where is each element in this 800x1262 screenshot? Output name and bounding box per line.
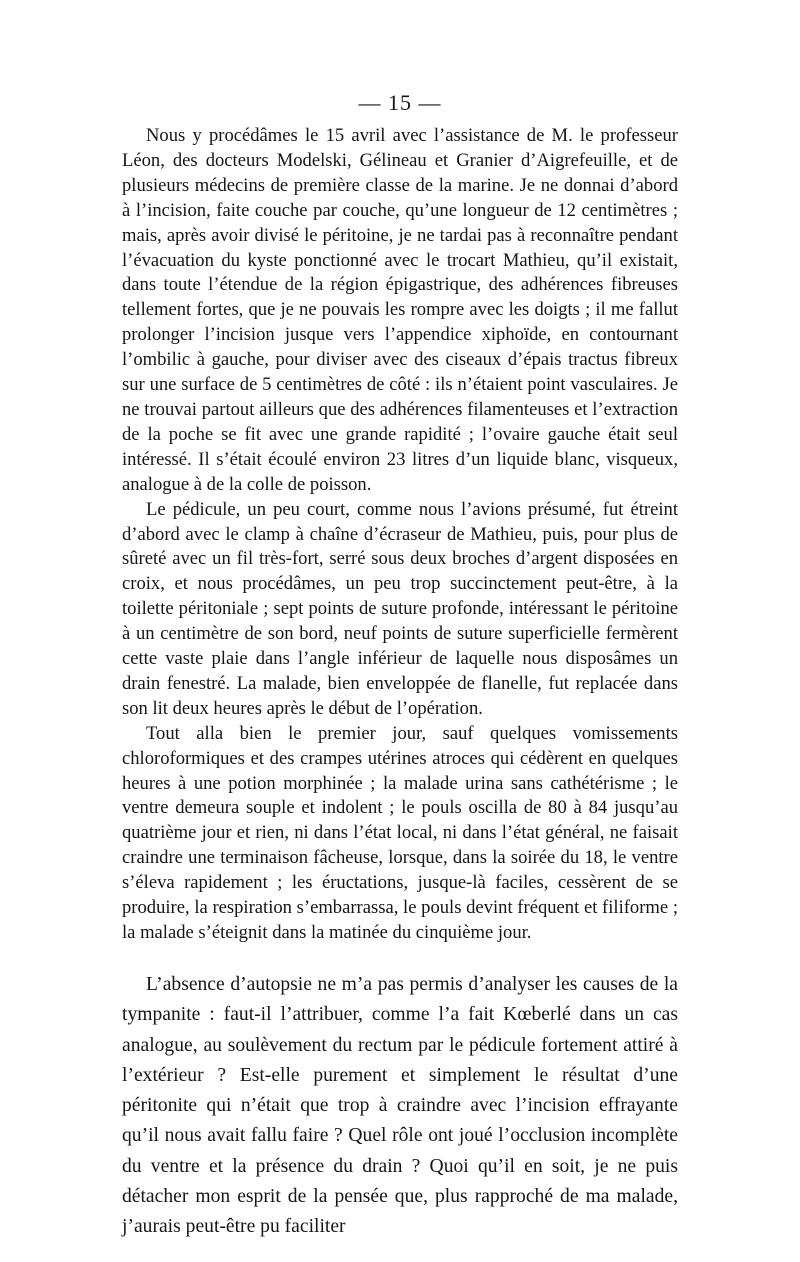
text-block-discussion <box>122 970 678 1243</box>
paragraph-outcome: Tout alla bien le premier jour, sauf quelques vomissements chloroformiques et des crampes utérines atroces qui cédèrent en quelques heures à une potion morphinée ; la malade urina sans cathétérisme ; le ventre demeura souple et indolent ; le pouls oscilla de 80 à 84 jusqu’au quatrième jour et rien, ni dans l’état local, ni dans l’état général, ne faisait craindre une terminaison fâcheuse, lorsque, dans la soirée du 18, le ventre s’éleva rapidement ; les éructations, jusque-là faciles, cessèrent de se produire, la respiration s’embarrassa, le pouls devint fréquent et filiforme ; la malade s’éteignit dans la matinée du cinquième jour. <box>122 722 678 943</box>
page-number: — 15 — <box>358 90 442 115</box>
paragraph-autopsy-discussion: L’absence d’autopsie ne m’a pas permis d’analyser les causes de la tympanite : faut-il l’attribuer, comme l’a fait Kœberlé dans un cas analogue, au soulèvement du rectum par le pédicule fortement attiré à l’extérieur ? Est-elle purement et simplement le résultat d’une péritonite qui n’était que trop à craindre avec l’incision effrayante qu’il nous avait fallu faire ? Quel rôle ont joué l’occlusion incomplète du ventre et la présence du drain ? Quoi qu’il en soit, je ne puis détacher mon esprit de la pensée que, plus rapproché de ma malade, j’aurais peut-être pu faciliter <box>122 973 678 1238</box>
paragraph-pedicle: Le pédicule, un peu court, comme nous l’avions présumé, fut étreint d’abord avec le clamp à chaîne d’écraseur de Mathieu, puis, pour plus de sûreté avec un fil très-fort, serré sous deux broches d’argent disposées en croix, et nous procédâmes, un peu trop succinctement peut-être, à la toilette péritoniale ; sept points de suture profonde, intéressant le péritoine à un centimètre de son bord, neuf points de suture superficielle fermèrent cette vaste plaie dans l’angle inférieur de laquelle nous disposâmes un drain fenestré. La malade, bien enveloppée de flanelle, fut replacée dans son lit deux heures après le début de l’opération. <box>122 498 678 719</box>
book-page <box>122 88 678 1243</box>
text-block-case-report <box>122 124 678 946</box>
paragraph-operation: Nous y procédâmes le 15 avril avec l’assistance de M. le professeur Léon, des docteurs Modelski, Gélineau et Granier d’Aigrefeuille, et de plusieurs médecins de première classe de la marine. Je ne donnai d’abord à l’incision, faite couche par couche, qu’une longueur de 12 centimètres ; mais, après avoir divisé le péritoine, je ne tardai pas à reconnaître pendant l’évacuation du kyste ponctionné avec le trocart Mathieu, qu’il existait, dans toute l’étendue de la région épigastrique, des adhérences fibreuses tellement fortes, que je ne pouvais les rompre avec les doigts ; il me fallut prolonger l’incision jusque vers l’appendice xiphoïde, en contournant l’ombilic à gauche, pour diviser avec des ciseaux d’épais tractus fibreux sur une surface de 5 centimètres de côté : ils n’étaient point vasculaires. Je ne trouvai partout ailleurs que des adhérences filamenteuses et l’extraction de la poche se fit avec une grande rapidité ; l’ovaire gauche était seul intéressé. Il s’était écoulé environ 23 litres d’un liquide blanc, visqueux, analogue à de la colle de poisson. <box>122 125 678 495</box>
